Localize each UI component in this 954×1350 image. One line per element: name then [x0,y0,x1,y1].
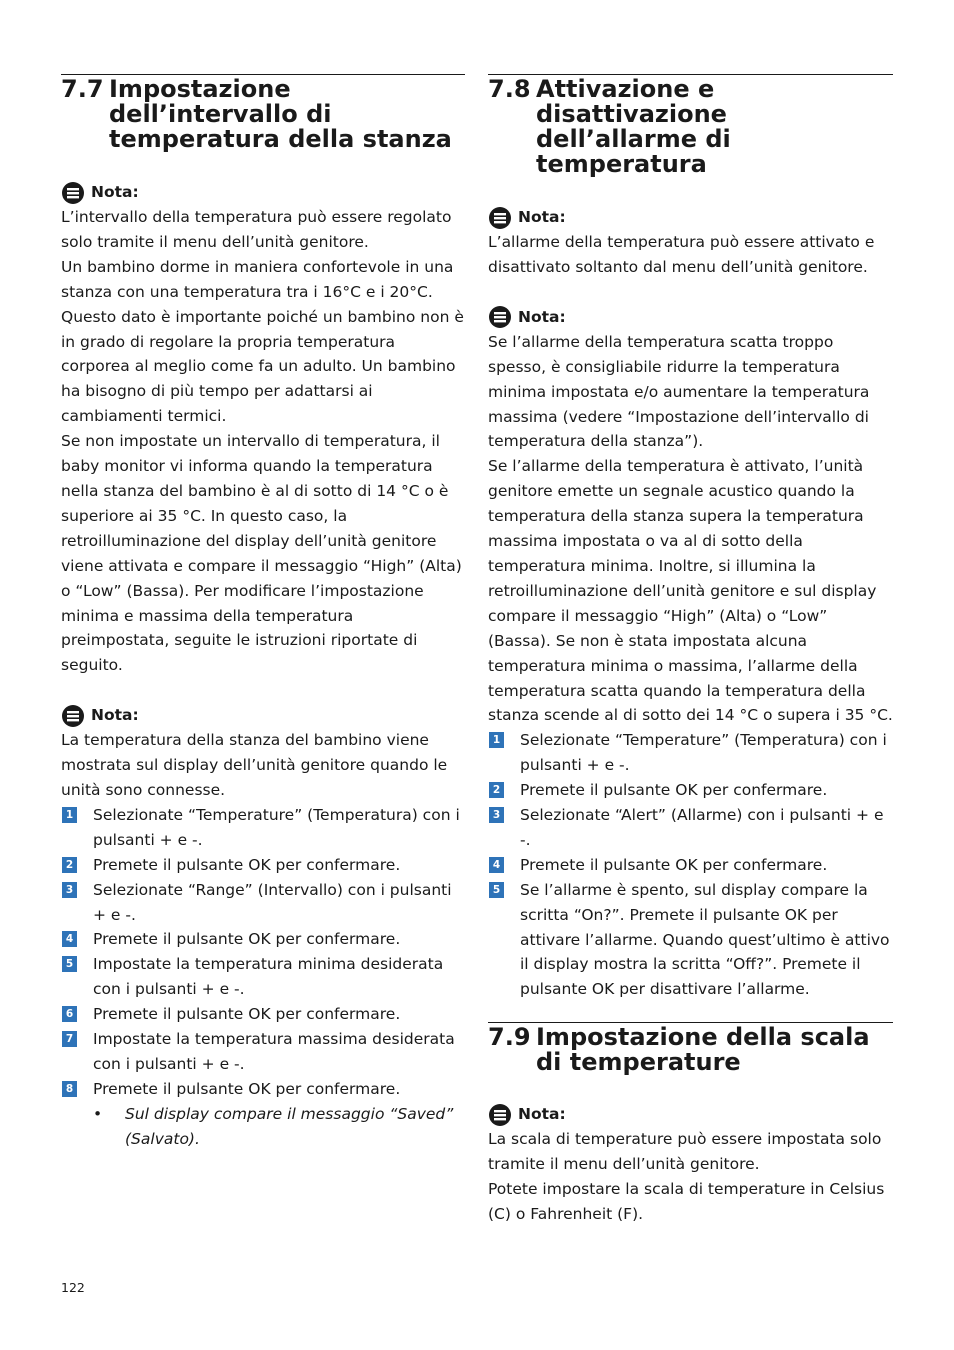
note-header [488,1102,893,1127]
section-number: 7.9 [488,1023,531,1052]
section-title: Impostazione dell’intervallo di temperatura della stanza [109,75,452,153]
step-number-badge: 3 [489,807,504,823]
step-item [61,853,465,878]
step-result [93,1102,465,1152]
section-title: Attivazione e disattivazione dell’allarme di temperatura [536,75,731,178]
step-item [488,803,893,853]
step-item [61,1027,465,1077]
section-heading-7-8 [488,74,893,177]
step-item [61,927,465,952]
step-item [488,853,893,878]
note-text: La scala di temperature può essere impostata solo tramite il menu dell’unità genitore. [488,1130,882,1174]
section-number: 7.8 [488,75,531,103]
note-label: Nota: [91,706,139,725]
step-number-badge: 2 [489,782,504,798]
note-label: Nota: [91,183,139,201]
step-text: Impostate la temperatura massima desiderata con i pulsanti + e -. [93,1030,455,1073]
note-icon [61,181,85,205]
step-number-badge: 1 [489,732,504,748]
step-number-badge: 4 [62,931,77,947]
note-text: La temperatura della stanza del bambino viene mostrata sul display dell’unità genitore quando le unità sono connesse. [61,731,448,800]
paragraph: Potete impostare la scala di temperature in Celsius (C) o Fahrenheit (F). [488,1180,885,1223]
step-text: Selezionate “Alert” (Allarme) con i pulsanti + e -. [520,806,884,849]
step-text: Premete il pulsante OK per confermare. [520,781,828,800]
step-item [488,728,893,778]
left-column [61,74,465,1152]
step-text: Premete il pulsante OK per confermare. [520,855,828,874]
note-label: Nota: [518,307,566,326]
step-item [61,1077,465,1102]
step-text: Selezionate “Temperature” (Temperatura) con i pulsanti + e -. [93,805,460,849]
step-item [488,878,893,1003]
step-item [61,878,465,928]
step-text: Impostate la temperatura minima desiderata con i pulsanti + e -. [93,955,444,999]
section-title: Impostazione della scala di temperature [536,1023,870,1077]
step-text: Selezionate “Range” (Intervallo) con i pulsanti + e -. [93,880,452,924]
note-icon [488,1103,512,1127]
step-text: Premete il pulsante OK per confermare. [93,930,401,949]
note-header [61,703,465,728]
step-text: Se l’allarme è spento, sul display compare la scritta “On?”. Premete il pulsante OK per attivare l’allarme. Quando quest’ultimo è attivo il display mostra la scritta “Off?”. Premete il pulsante OK per disattivare l’allarme. [520,880,890,999]
step-number-badge: 3 [62,882,77,898]
right-column [488,74,893,1227]
step-number-badge: 5 [489,882,504,898]
note-text: Se l’allarme della temperatura scatta troppo spesso, è consigliabile ridurre la temperatura minima impostata e/o aumentare la temperatura massima (vedere “Impostazione dell’intervallo di temperatura della stanza”). [488,332,870,451]
step-item [61,1002,465,1027]
step-number-badge: 6 [62,1006,77,1022]
note-icon [488,206,512,230]
note-header [488,305,893,330]
note-header [488,205,893,230]
step-item [61,952,465,1002]
note-header [61,180,465,205]
step-number-badge: 5 [62,956,77,972]
paragraph: Un bambino dorme in maniera confortevole in una stanza con una temperatura tra i 16°C e i 20°C. Questo dato è importante poiché un bambino non è in grado di regolare la propria temperatura corporea al meglio come fa un adulto. Un bambino ha bisogno di più tempo per adattarsi ai cambiamenti termici. [61,257,464,426]
note-icon [488,305,512,329]
section-heading-7-7 [61,74,465,152]
note-text: L’allarme della temperatura può essere attivato e disattivato soltanto dal menu dell’unità genitore. [488,233,875,276]
result-text: Sul display compare il messaggio “Saved” (Salvato). [125,1104,454,1148]
step-item [488,778,893,803]
page-number: 122 [61,1280,85,1295]
paragraph: Se l’allarme della temperatura è attivato, l’unità genitore emette un segnale acustico quando la temperatura della stanza supera la temperatura massima impostata o va al di sotto della temperatura minima. Inoltre, si illumina la retroilluminazione dell’unità genitore e sul display compare il messaggio “High” (Alta) o “Low” (Bassa). Se non è stata impostata alcuna temperatura minima o massima, l’allarme della temperatura scatta quando la temperatura della stanza scende al di sotto dei 14 °C o supera i 35 °C. [488,457,893,725]
step-number-badge: 2 [62,857,77,873]
section-number: 7.7 [61,75,104,103]
step-item [61,803,465,853]
note-label: Nota: [518,1105,566,1124]
step-text: Selezionate “Temperature” (Temperatura) con i pulsanti + e -. [520,731,887,775]
paragraph: Se non impostate un intervallo di temperatura, il baby monitor vi informa quando la temperatura nella stanza del bambino è al di sotto di 14 °C o è superiore ai 35 °C. In questo caso, la retroilluminazione del display dell’unità genitore viene attivata e compare il messaggio “High” (Alta) o “Low” (Bassa). Per modificare l’impostazione minima e massima della temperatura preimpostata, seguite le istruzioni riportate di seguito. [61,432,462,675]
step-number-badge: 1 [62,807,77,823]
step-number-badge: 4 [489,857,504,873]
step-list [61,803,465,1102]
step-list [488,728,893,1002]
step-text: Premete il pulsante OK per confermare. [93,1005,401,1024]
step-text: Premete il pulsante OK per confermare. [93,855,401,874]
note-icon [61,704,85,728]
note-text: L’intervallo della temperatura può essere regolato solo tramite il menu dell’unità genitore. [61,208,452,251]
note-label: Nota: [518,208,566,226]
result-bullet: • [93,1104,103,1123]
section-heading-7-9 [488,1022,893,1075]
step-text: Premete il pulsante OK per confermare. [93,1079,401,1098]
step-number-badge: 7 [62,1031,77,1047]
step-number-badge: 8 [62,1081,77,1097]
